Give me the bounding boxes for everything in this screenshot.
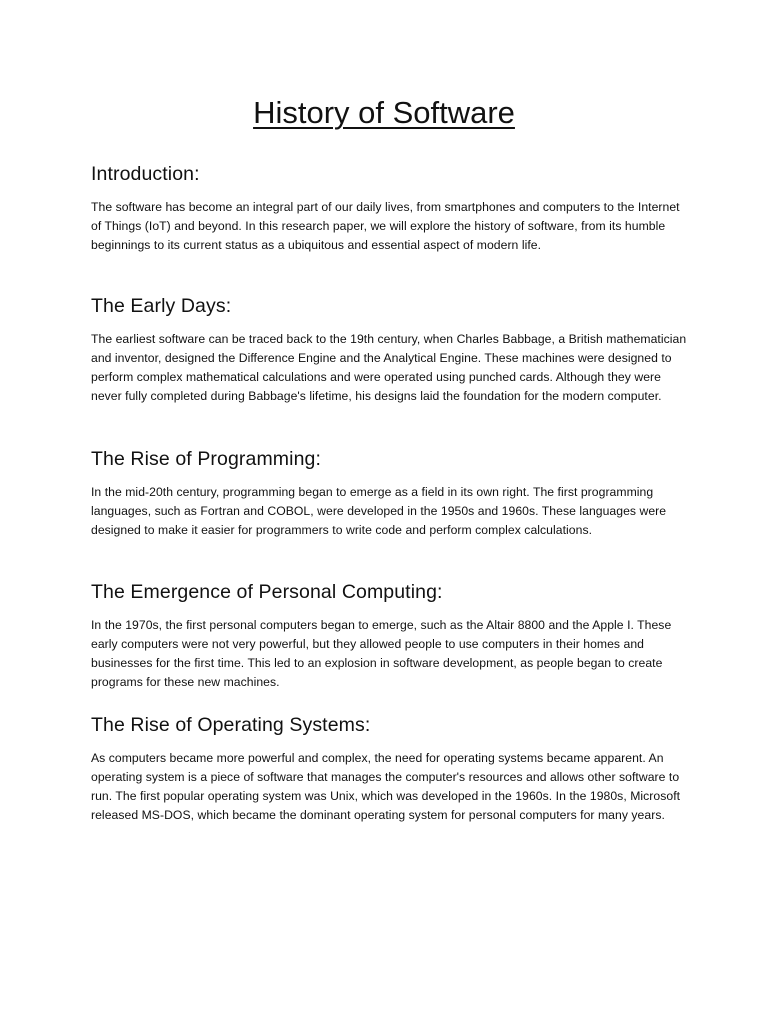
section-early-days bbox=[91, 293, 691, 406]
document-title: History of Software bbox=[253, 95, 515, 130]
section-body: In the mid-20th century, programming began to emerge as a field in its own right. The first programming languages, such as Fortran and COBOL, were developed in the 1950s and 1960s. These languages were designed to make it easier for programmers to write code and perform complex calculations. bbox=[91, 485, 667, 537]
section-introduction bbox=[91, 161, 691, 255]
section-heading: The Rise of Programming: bbox=[91, 448, 321, 470]
section-heading: Introduction: bbox=[91, 163, 200, 185]
section-rise-of-programming bbox=[91, 446, 691, 540]
section-body: As computers became more powerful and complex, the need for operating systems became apparent. An operating system is a piece of software that manages the computer's resources and allows other software to run. The first popular operating system was Unix, which was developed in the 1960s. In the 1980s, Microsoft released MS-DOS, which became the dominant operating system for personal computers for many years. bbox=[91, 751, 681, 822]
section-heading: The Emergence of Personal Computing: bbox=[91, 581, 443, 603]
section-heading: The Early Days: bbox=[91, 295, 232, 317]
section-body: The earliest software can be traced back to the 19th century, when Charles Babbage, a British mathematician and inventor, designed the Difference Engine and the Analytical Engine. These machines were designed to perform complex mathematical calculations and were operated using punched cards. Although they were never fully completed during Babbage's lifetime, his designs laid the foundation for the modern computer. bbox=[91, 332, 687, 403]
section-body: In the 1970s, the first personal computers began to emerge, such as the Altair 8800 and the Apple I. These early computers were not very powerful, but they allowed people to use computers in their homes and businesses for the first time. This led to an explosion in software development, as people began to create programs for these new machines. bbox=[91, 618, 672, 689]
section-personal-computing bbox=[91, 579, 691, 692]
section-heading: The Rise of Operating Systems: bbox=[91, 714, 371, 736]
section-body: The software has become an integral part of our daily lives, from smartphones and computers to the Internet of Things (IoT) and beyond. In this research paper, we will explore the history of software, from its humble beginnings to its current status as a ubiquitous and essential aspect of modern life. bbox=[91, 200, 680, 252]
section-operating-systems bbox=[91, 712, 691, 825]
